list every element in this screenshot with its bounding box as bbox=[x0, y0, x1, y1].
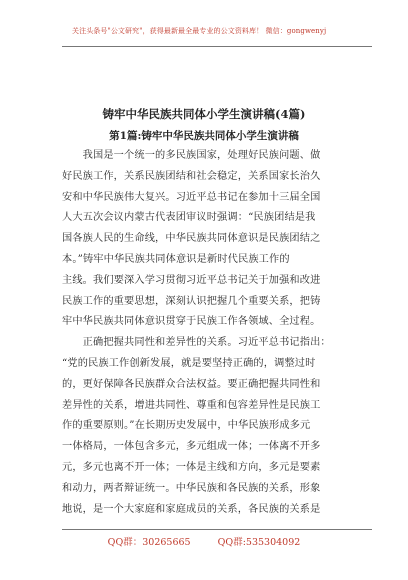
body-line: 安和中华民族伟大复兴。习近平总书记在参加十三届全国 bbox=[62, 191, 321, 203]
body-line: 地说，是一个大家庭和家庭成员的关系，各民族的关系是 bbox=[62, 503, 321, 515]
body-line: 作的重要原则。”在长期历史发展中，中华民族形成多元 bbox=[62, 420, 311, 432]
body-line: 民族工作的重要思想，深刻认识把握几个重要关系，把铸 bbox=[62, 295, 321, 307]
footer bbox=[0, 534, 408, 548]
document-title: 铸牢中华民族共同体小学生演讲稿(4篇) bbox=[102, 107, 306, 121]
body-line: 和动力，两者辩证统一。中华民族和各民族的关系，形象 bbox=[62, 482, 321, 494]
header-divider bbox=[62, 46, 372, 47]
body-line: 一体格局，一体包含多元，多元组成一体；一体离不开多 bbox=[62, 441, 321, 453]
body-line: 的，更好保障各民族群众合法权益。要正确把握共同性和 bbox=[62, 378, 321, 390]
body-line: “党的民族工作创新发展，就是要坚持正确的，调整过时 bbox=[62, 357, 316, 369]
header-banner: 关注头条号"公文研究"，获得最新最全最专业的公文资料库！ 微信：gongwenyj bbox=[72, 27, 327, 35]
body-line: 差异性的关系，增进共同性、尊重和包容差异性是民族工 bbox=[62, 399, 321, 411]
section-title: 第1篇:铸牢中华民族共同体小学生演讲稿 bbox=[109, 130, 299, 142]
footer-divider bbox=[62, 529, 372, 530]
body-line: 人大五次会议内蒙古代表团审议时强调：“民族团结是我 bbox=[62, 212, 316, 224]
body-line: 国各族人民的生命线，中华民族共同体意识是民族团结之 bbox=[62, 233, 321, 245]
body-line: 牢中华民族共同体意识贯穿于民族工作各领域、全过程。 bbox=[62, 316, 321, 328]
body-line: 我国是一个统一的多民族国家，处理好民族问题、做 bbox=[62, 150, 321, 161]
body-line: 主线。我们要深入学习贯彻习近平总书记关于加强和改进 bbox=[62, 274, 321, 286]
body-text bbox=[62, 146, 362, 520]
body-line: 元，多元也离不开一体；一体是主线和方向，多元是要素 bbox=[62, 461, 321, 473]
footer-qq-group-2: QQ群:535304092 bbox=[217, 537, 301, 548]
footer-qq-group-1: QQ群：30265665 bbox=[107, 537, 191, 548]
body-line: 本。”铸牢中华民族共同体意识是新时代民族工作的 bbox=[62, 253, 290, 265]
body-line: 好民族工作，关系民族团结和社会稳定，关系国家长治久 bbox=[62, 170, 321, 182]
body-line: 正确把握共同性和差异性的关系。习近平总书记指出： bbox=[62, 337, 331, 349]
